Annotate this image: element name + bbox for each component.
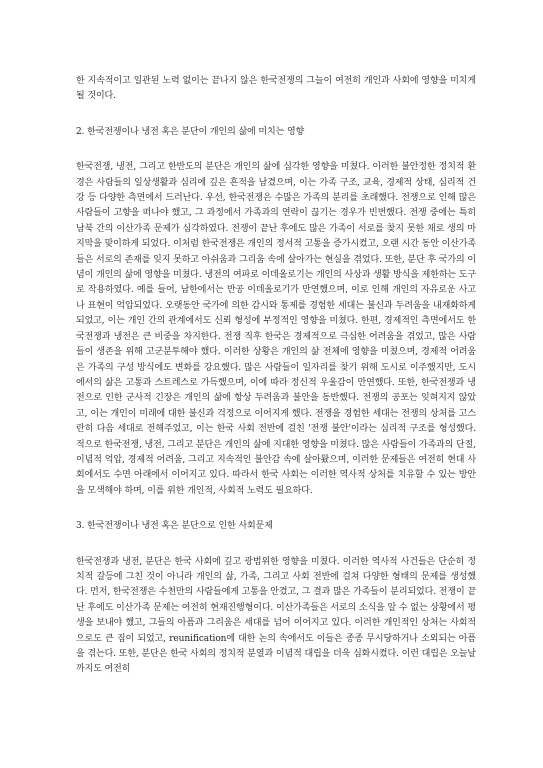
section-2-heading: 2. 한국전쟁이나 냉전 혹은 분단이 개인의 삶에 미치는 영향 [76,126,305,137]
section-3-body: 한국전쟁과 냉전, 분단은 한국 사회에 깊고 광범위한 영향을 미쳤다. 이러한 역사적 사건들은 단순히 정치적 갈등에 그친 것이 아니라 개인의 삶, 가족, 그리고 사회 전반에 걸쳐 다양한 형태의 문제를 생성했다. 먼저, 한국전쟁은 수천만의 사람들에게 고통을 안겼고, 그 결과 많은 가족들이 분리되었다. 전쟁이 끝난 후에도 이산가족 문제는 여전히 현재진행형이다. 이산가족들은 서로의 소식을 알 수 없는 상황에서 평생을 보내야 했고, 그들의 아픔과 그리움은 세대를 넘어 이어지고 있다. 이러한 개인적인 상처는 사회적으로도 큰 짐이 되었고, reunification에 대한 논의 속에서도 이들은 종종 무시당하거나 소외되는 아픔을 겪는다. 또한, 분단은 한국 사회의 정치적 분열과 이념적 대립을 더욱 심화시켰다. 이런 대립은 오늘날까지도 여전히 [76,556,476,675]
section-3 [76,519,476,678]
section-3-heading: 3. 한국전쟁이나 냉전 혹은 분단으로 인한 사회문제 [76,521,273,532]
section-2-body: 한국전쟁, 냉전, 그리고 한반도의 분단은 개인의 삶에 심각한 영향을 미쳤다. 이러한 불안정한 정치적 환경은 사람들의 일상생활과 심리에 깊은 흔적을 남겼으며, 이는 가족 구조, 교육, 경제적 상태, 심리적 건강 등 다양한 측면에서 드러난다. 우선, 한국전쟁은 수많은 가족의 분리를 초래했다. 전쟁으로 인해 많은 사람들이 고향을 떠나야 했고, 그 과정에서 가족과의 연락이 끊기는 경우가 빈번했다. 전쟁 중에는 특히 남북 간의 이산가족 문제가 심각하였다. 전쟁이 끝난 후에도 많은 가족이 서로를 찾지 못한 채로 생의 마지막을 맞이하게 되었다. 이처럼 한국전쟁은 개인의 정서적 고통을 증가시켰고, 오랜 시간 동안 이산가족들은 서로의 존재를 잊지 못하고 아쉬움과 그리움 속에 살아가는 현실을 겪었다. 또한, 분단 후 국가의 이념이 개인의 삶에 영향을 미쳤다. 냉전의 여파로 이데올로기는 개인의 사상과 생활 방식을 제한하는 도구로 작용하였다. 예를 들어, 남한에서는 반공 이데올로기가 만연했으며, 이로 인해 개인의 자유로운 사고나 표현이 억압되었다. 오랫동안 국가에 의한 감시와 통제를 경험한 세대는 불신과 두려움을 내재화하게 되었고, 이는 개인 간의 관계에서도 신뢰 형성에 부정적인 영향을 미쳤다. 한편, 경제적인 측면에서도 한국전쟁과 냉전은 큰 비중을 차지한다. 전쟁 직후 한국은 경제적으로 극심한 어려움을 겪었고, 많은 사람들이 생존을 위해 고군분투해야 했다. 이러한 상황은 개인의 삶 전체에 영향을 미쳤으며, 경제적 어려움은 가족의 구성 방식에도 변화를 강요했다. 많은 사람들이 일자리를 찾기 위해 도시로 이주했지만, 도시에서의 삶은 고통과 스트레스로 가득했으며, 이에 따라 정신적 우울감이 만연했다. 또한, 한국전쟁과 냉전으로 인한 군사적 긴장은 개인의 삶에 항상 두려움과 불안을 동반했다. 전쟁의 공포는 잊혀지지 않았고, 이는 개인이 미래에 대한 불신과 걱정으로 이어지게 했다. 전쟁을 경험한 세대는 전쟁의 상처를 고스란히 다음 세대로 전해주었고, 이는 한국 사회 전반에 걸친 '전쟁 불안'이라는 심리적 구조를 형성했다. 적으로 한국전쟁, 냉전, 그리고 분단은 개인의 삶에 지대한 영향을 미쳤다. 많은 사람들이 가족과의 단절, 이념적 억압, 경제적 어려움, 그리고 지속적인 불안감 속에 살아왔으며, 이러한 문제들은 여전히 현대 사회에서도 수면 아래에서 이어지고 있다. 따라서 한국 사회는 이러한 역사적 상처를 치유할 수 있는 방안을 모색해야 하며, 이를 위한 개인적, 사회적 노력도 필요하다. [76,162,476,496]
section-2 [76,125,476,499]
lead-paragraph: 한 지속적이고 일관된 노력 없이는 끝나지 않은 한국전쟁의 그늘이 여전히 개인과 사회에 영향을 미치게 될 것이다. [76,76,476,102]
